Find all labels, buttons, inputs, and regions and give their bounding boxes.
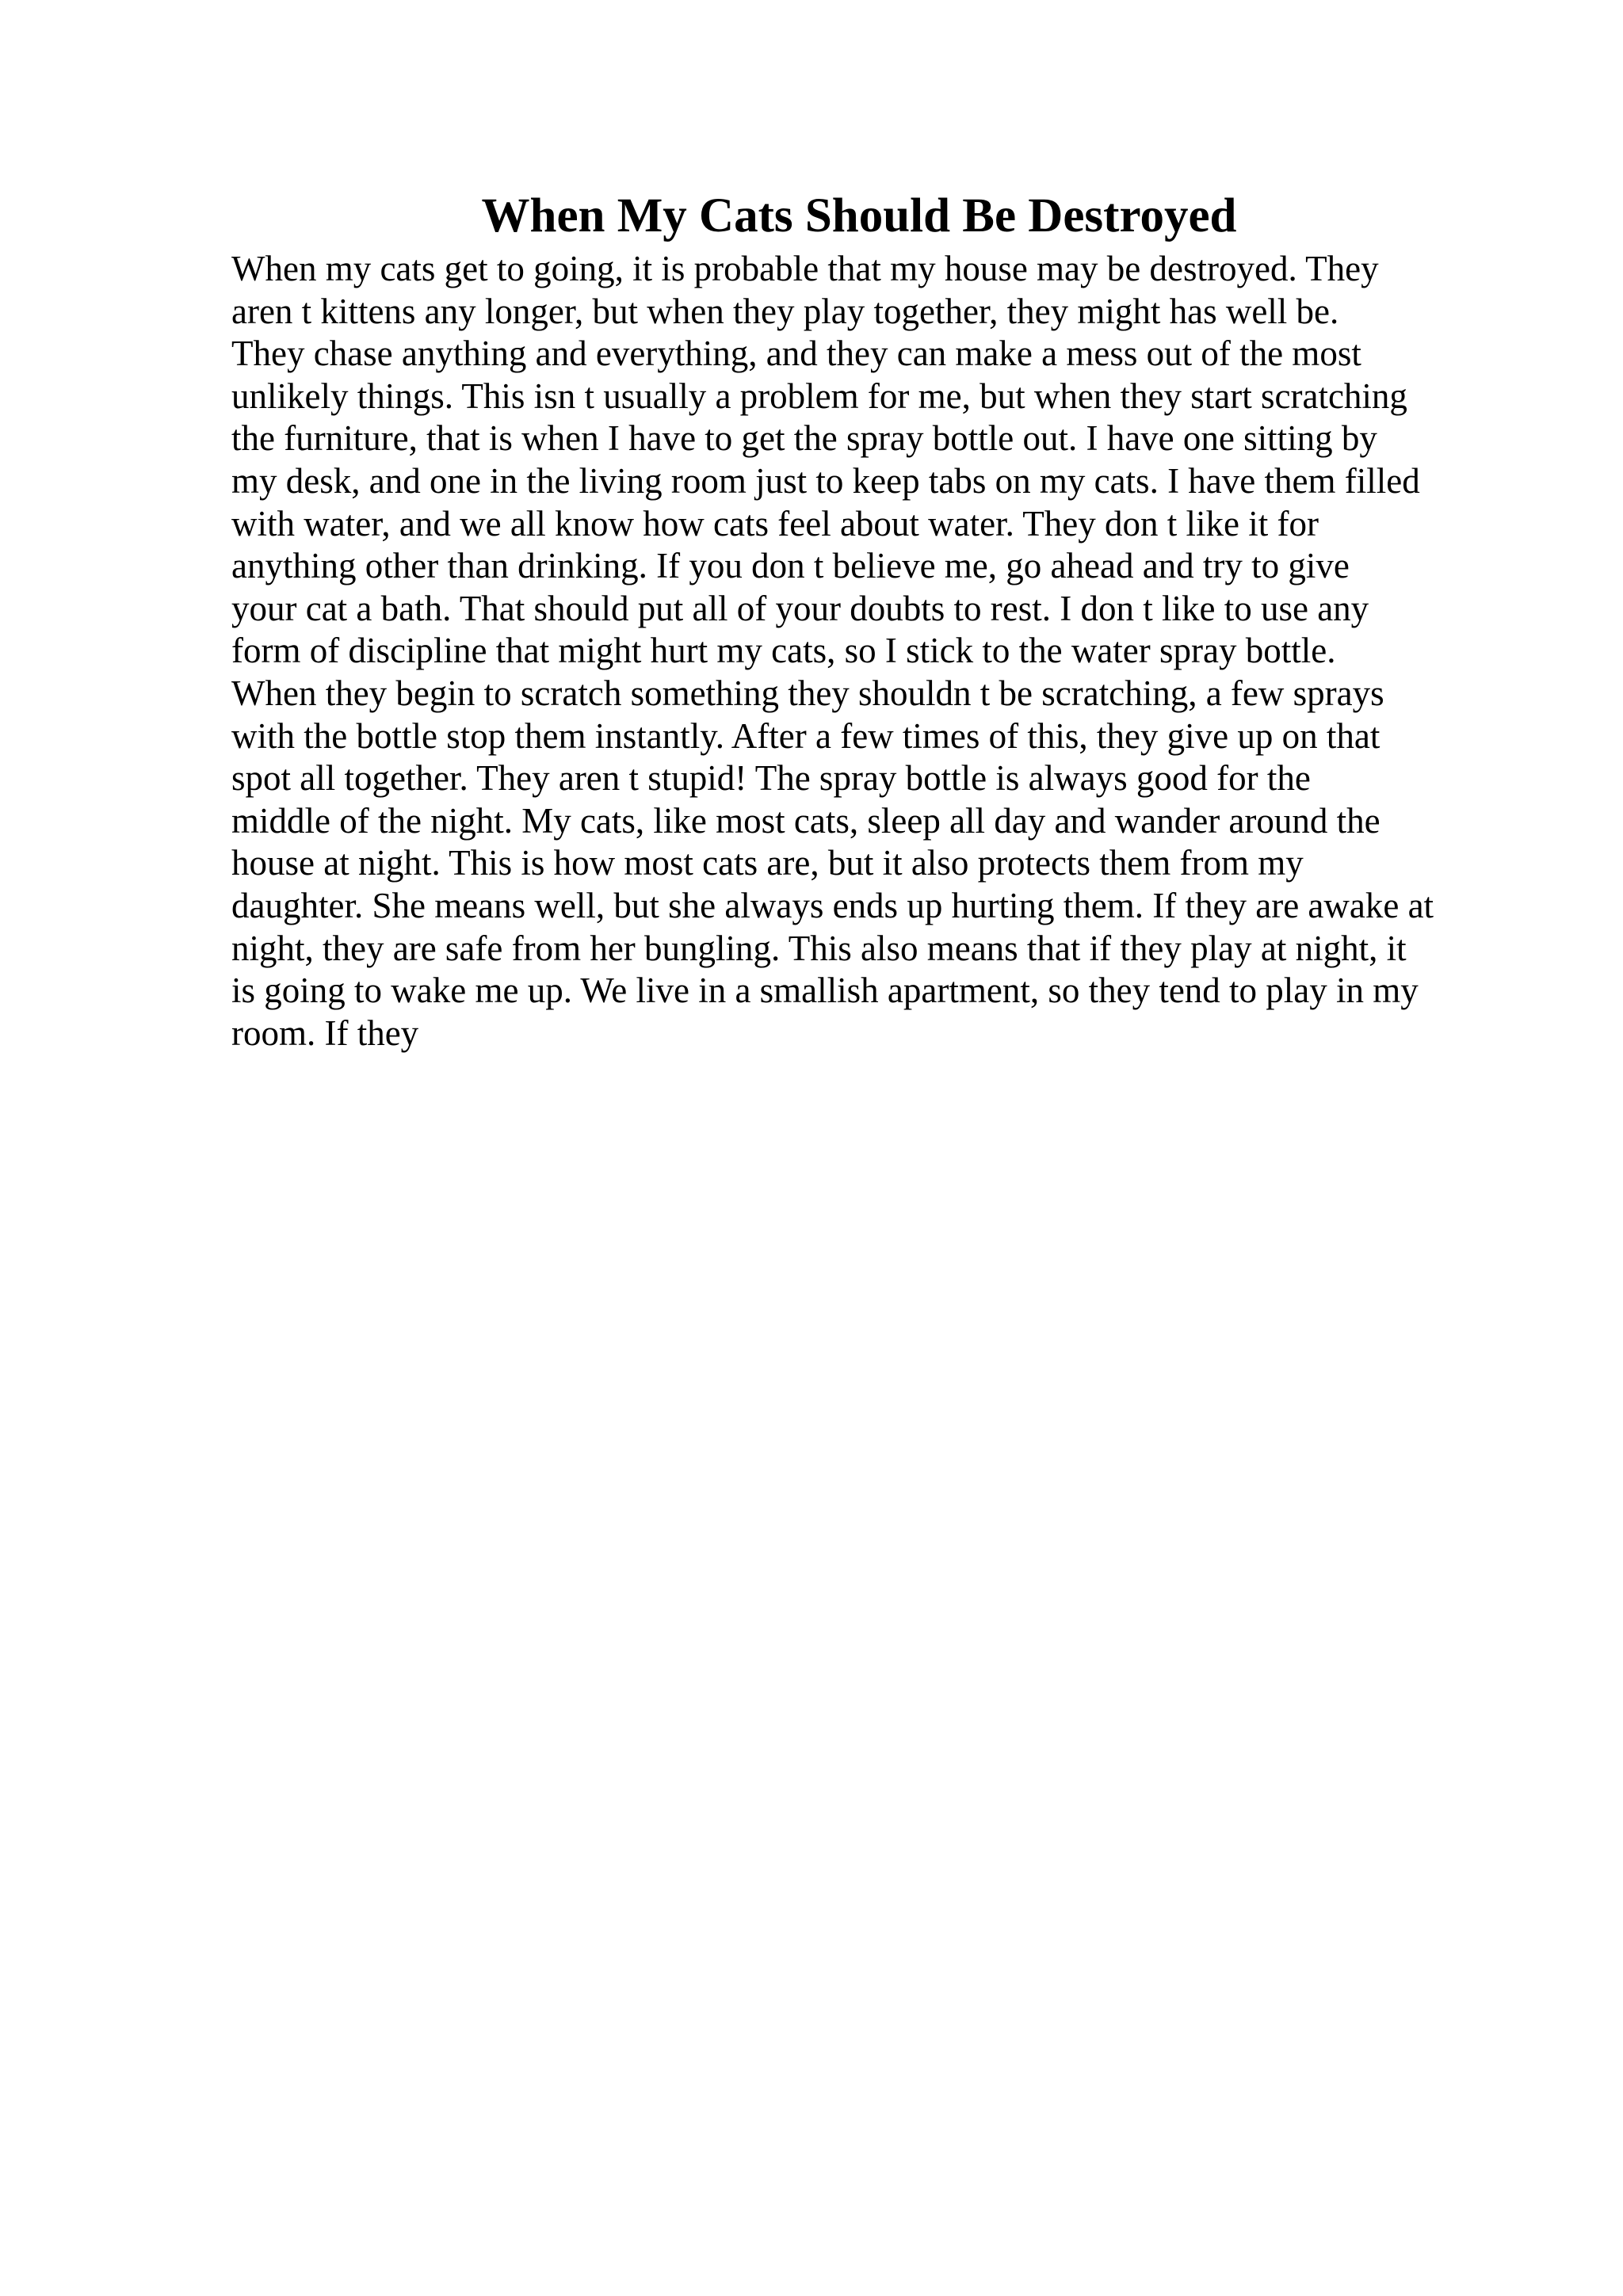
text-line: your cat a bath. That should put all of your doubts to rest. I don t like to use any [231,588,1369,628]
text-line: is going to wake me up. We live in a smallish apartment, so they tend to play in my [231,971,1419,1011]
text-line: anything other than drinking. If you don t believe me, go ahead and try to give [231,546,1350,586]
text-line: the furniture, that is when I have to get the spray bottle out. I have one sitting by [231,418,1377,459]
text-line: with water, and we all know how cats feel about water. They don t like it for [231,503,1319,543]
text-line: form of discipline that might hurt my cats, so I stick to the water spray bottle. [231,631,1336,671]
text-line: night, they are safe from her bungling. This also means that if they play at night, it [231,928,1407,968]
text-line: spot all together. They aren t stupid! The spray bottle is always good for the [231,758,1311,799]
text-line: unlikely things. This isn t usually a problem for me, but when they start scratching [231,376,1407,416]
text-line: daughter. She means well, but she always ends up hurting them. If they are awake at [231,885,1434,925]
text-line: my desk, and one in the living room just to keep tabs on my cats. I have them filled [231,460,1420,501]
text-line: When they begin to scratch something they shouldn t be scratching, a few sprays [231,673,1384,713]
text-line: room. If they [231,1013,419,1053]
text-line: middle of the night. My cats, like most cats, sleep all day and wander around the [231,800,1381,841]
text-line: They chase anything and everything, and they can make a mess out of the most [231,334,1361,374]
text-line: house at night. This is how most cats are, but it also protects them from my [231,843,1304,883]
text-line: aren t kittens any longer, but when they play together, they might has well be. [231,291,1339,331]
text-line: with the bottle stop them instantly. After a few times of this, they give up on that [231,715,1381,756]
text-line: When my cats get to going, it is probable that my house may be destroyed. They [231,249,1379,288]
body-paragraph [231,248,1499,1055]
page-title: When My Cats Should Be Destroyed [481,189,1237,242]
